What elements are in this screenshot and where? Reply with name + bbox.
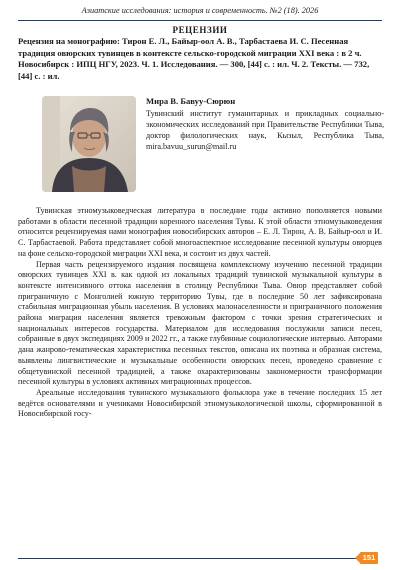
author-name: Мира В. Бавуу-Сюрюн [146,96,236,106]
running-header: Азиатские исследования: история и современность. №2 (18). 2026 [81,6,319,15]
footer-divider [18,558,356,559]
review-citation: Рецензия на монографию: Тирон Е. Л., Байыр-оол А. В., Тарбастаева И. С. Песенная традиция овюрских тувинцев в контексте сельско-городской миграции XXI века : в 2 ч. Новосибирск : ИПЦ НГУ, 2023. Ч. 1. Исследования. — 300, [44] с. : ил. Ч. 2. Тексты. — 732, [44] с. : ил. [18,36,370,81]
author-portrait-icon [42,96,136,192]
author-photo [42,96,136,192]
author-block [146,96,384,152]
author-affiliation: Тувинский институт гуманитарных и прикладных социально-экономических исследований при Правительстве Республики Тыва, доктор филологических наук, Кызыл, Республика Тыва, mira.bavuu_surun@mail.ru [146,109,384,151]
section-title: РЕЦЕНЗИИ [172,25,228,35]
body-paragraph: Тувинская этномузыковедческая литература в последние годы активно пополняется новыми работами в области песенной традиции коренного населения Тувы. К этой области этномузыковедения относится рецензируемая нами монография новосибирских авторов – Е. Л. Тирон, А. В. Байыр-оол и И. С. Тарбастаевой. Работа представляет собой многоаспектное исследование песенной культуры овюрцев на фоне сельско-городской миграции XXI века, и состоит из двух частей. [18,206,382,258]
header-divider [18,20,382,21]
body-paragraph: Первая часть рецензируемого издания посвящена комплексному изучению песенной традиции овюрских тувинцев XXI в. как одной из локальных традиций тувинской музыкальной культуры в контексте интенсивного оттока населения в столицу Республики Тыва. Овюр представляет собой приграничную с Монголией южную территорию Тувы, где в последние 50 лет зафиксирована стабильная миграционная убыль населения. В условиях малонаселенности и приграничного положения района миграция населения является тревожным фактором с точки зрения стратегических и национальных интересов государства. Материалом для исследования послужили записи песен, собранные в двух экспедициях 2009 и 2022 гг., а также глубинные социологические интервью. Авторами дана жанрово-тематическая характеристика песенных текстов, описана их поэтика и образная система, выявлены лингвистические и музыкальные особенности овюрских песен, проведено сравнение с общетувинской песенной традицией, а также охарактеризованы закономерности трансформации песенной культуры в условиях активных миграционных процессов. [18,259,382,387]
review-body [18,206,382,420]
page-number: 151 [360,552,378,564]
body-paragraph: Ареальные исследования тувинского музыкального фольклора уже в течение последних 15 лет ведётся основателями и учениками Новосибирской этномузыкологической школы, сформированной в Новосибирской госу- [18,387,382,419]
